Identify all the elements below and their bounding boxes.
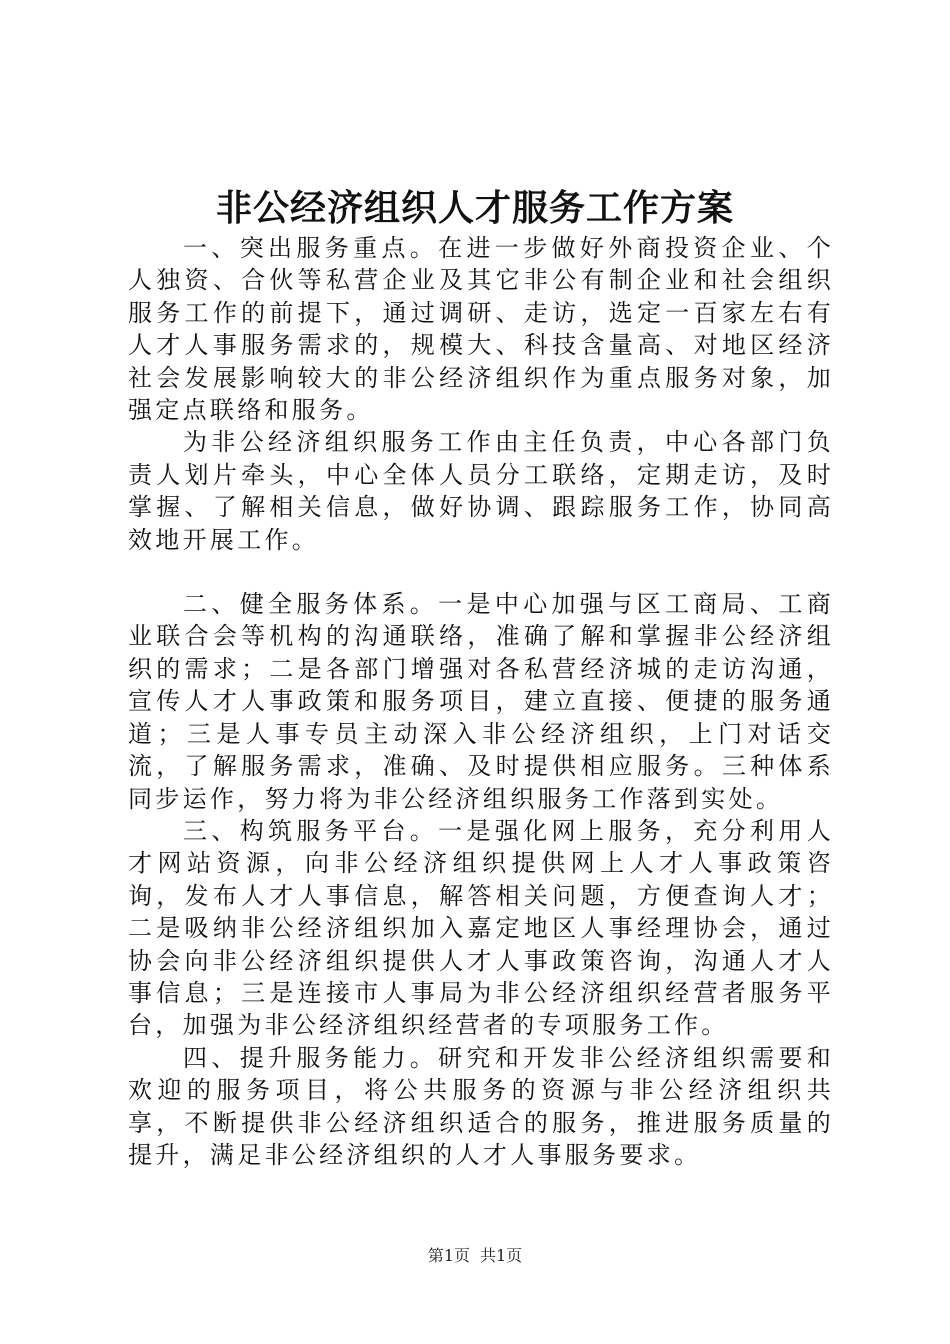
document-title: 非公经济组织人才服务工作方案 (215, 187, 734, 229)
paragraph-service-system: 二、健全服务体系。一是中心加强与区工商局、工商业联合会等机构的沟通联络，准确了解和掌握非公经济组织的需求；二是各部门增强对各私营经济城的走访沟通，宣传人才人事政策和服务项目，建立直接、便捷的服务通道；三是人事专员主动深入非公经济组织，上门对话交流，了解服务需求，准确、及时提供相应服务。三种体系同步运作，努力将为非公经济组织服务工作落到实处。 (128, 590, 834, 813)
paragraph-service-focus: 一、突出服务重点。在进一步做好外商投资企业、个人独资、合伙等私营企业及其它非公有制企业和社会组织服务工作的前提下，通过调研、走访，选定一百家左右有人才人事服务需求的，规模大、科技含量高、对地区经济社会发展影响较大的非公经济组织作为重点服务对象，加强定点联络和服务。 (128, 234, 834, 425)
page-number-total: 共1页 (480, 1246, 523, 1265)
document-body (128, 232, 834, 1171)
page-footer (0, 1244, 950, 1268)
paragraph-service-capability: 四、提升服务能力。研究和开发非公经济组织需要和欢迎的服务项目，将公共服务的资源与非公经济组织共享，不断提供非公经济组织适合的服务，推进服务质量的提升，满足非公经济组织的人才人事服务要求。 (128, 1043, 834, 1169)
paragraph-responsibility: 为非公经济组织服务工作由主任负责，中心各部门负责人划片牵头，中心全体人员分工联络，定期走访，及时掌握、了解相关信息，做好协调、跟踪服务工作，协同高效地开展工作。 (128, 428, 834, 554)
paragraph-service-platform: 三、构筑服务平台。一是强化网上服务，充分利用人才网站资源，向非公经济组织提供网上人才人事政策咨询，发布人才人事信息，解答相关问题，方便查询人才；二是吸纳非公经济组织加入嘉定地区人事经理协会，通过协会向非公经济组织提供人才人事政策咨询，沟通人才人事信息；三是连接市人事局为非公经济组织经营者服务平台，加强为非公经济组织经营者的专项服务工作。 (128, 816, 834, 1040)
page-number-current: 第1页 (427, 1246, 470, 1265)
